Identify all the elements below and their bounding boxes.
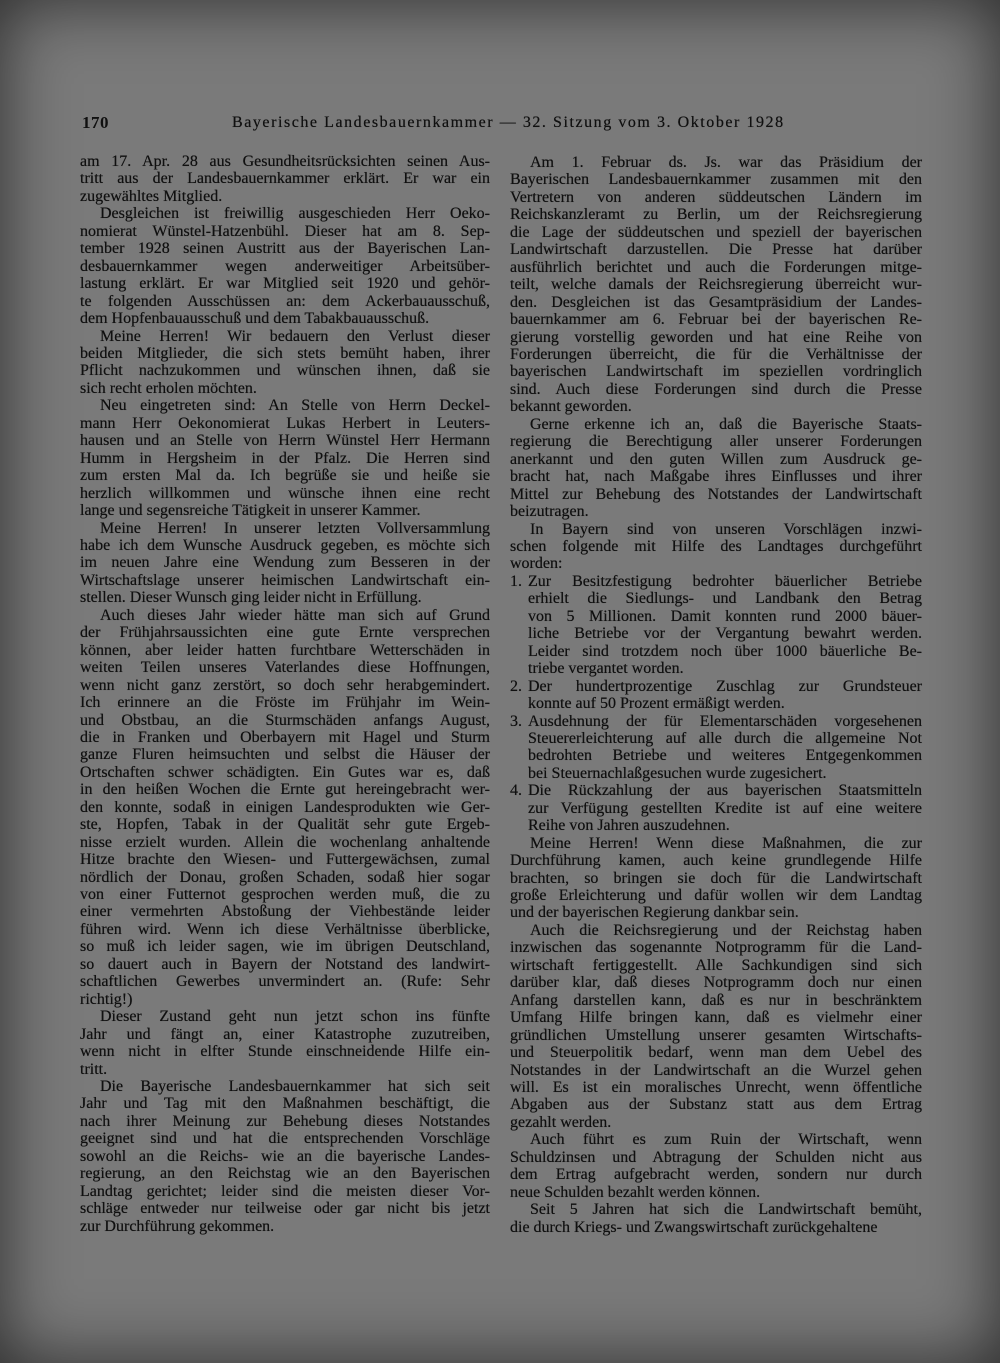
- text-line: mann Herr Oekonomierat Lukas Herbert in Leuters-: [80, 414, 490, 432]
- text-line: bauernkammer am 6. Februar bei der bayerischen Re-: [510, 311, 922, 329]
- text-line: gezahlt werden.: [510, 1113, 612, 1131]
- text-line: herzlich willkommen und wünsche ihnen eine recht: [80, 484, 490, 502]
- text-line: anerkannt und den guten Willen zum Ausdruck ge-: [510, 450, 922, 468]
- text-line: ausführlich berichtet und auch die Forderungen mitge-: [510, 258, 922, 276]
- text-line: schen folgende mit Hilfe des Landtages durchgeführt: [510, 537, 922, 555]
- text-line: Meine Herren! Wenn diese Maßnahmen, die zur: [530, 834, 922, 852]
- page-number: 170: [82, 113, 109, 132]
- list-item: [510, 573, 922, 678]
- text-line: Mittel zur Behebung des Notstandes der Landwirtschaft: [510, 485, 922, 503]
- text-line: richtig!): [80, 990, 133, 1008]
- text-line: Schuldzinsen und Abtragung der Schulden nicht aus: [510, 1148, 922, 1166]
- text-line: Vertretern von anderen süddeutschen Ländern im: [510, 188, 922, 206]
- text-line: sich recht erholen möchten.: [80, 379, 257, 397]
- text-line: Reihe von Jahren auszudehnen.: [528, 817, 730, 835]
- paragraph: [510, 922, 922, 1131]
- text-line: tember 1928 seinen Austritt aus der Bayerischen Lan-: [80, 240, 490, 258]
- text-line: ste, Hopfen, Tabak in der Qualität sehr gute Ergeb-: [80, 816, 490, 834]
- text-line: Meine Herren! In unserer letzten Vollversammlung: [100, 519, 490, 537]
- text-line: Zur Besitzfestigung bedrohter bäuerlicher Betriebe: [528, 572, 922, 590]
- text-line: will. Es ist ein moralisches Unrecht, wenn öffentliche: [510, 1079, 922, 1097]
- text-line: Ich erinnere an die Fröste im Frühjahr im Wein-: [80, 694, 490, 712]
- paragraph: [510, 1201, 922, 1236]
- paragraph: [80, 520, 490, 607]
- list-item-number: 2.: [510, 677, 522, 695]
- text-line: worden:: [510, 555, 563, 573]
- text-line: Seit 5 Jahren hat sich die Landwirtschaft bemüht,: [530, 1201, 922, 1219]
- text-line: wenn nicht ganz zerstört, so doch sehr herabgemindert.: [80, 676, 490, 694]
- paragraph: [510, 835, 922, 922]
- text-line: den. Desgleichen ist das Gesamtpräsidium der Landes-: [510, 293, 922, 311]
- text-line: sowohl an die Reichs- wie an die bayerische Landes-: [80, 1147, 490, 1165]
- text-line: desbauernkammer wegen anderweitiger Arbeitsüber-: [80, 257, 490, 275]
- text-line: sind. Auch diese Forderungen sind durch die Presse: [510, 380, 922, 398]
- paragraph: [510, 154, 922, 416]
- text-line: Pflicht nachzukommen und wünschen ihnen, daß sie: [80, 362, 490, 380]
- text-line: geeignet sind und hat die entsprechenden Vorschläge: [80, 1130, 490, 1148]
- text-line: einer vermehrten Abstoßung der Viehbestände leider: [80, 903, 490, 921]
- text-line: von einer Futternot gesprochen werden muß, die zu: [80, 886, 490, 904]
- list-item: [510, 678, 922, 713]
- text-line: schläge entweder nur teilweise oder gar nicht bis jetzt: [80, 1200, 490, 1218]
- text-line: Auch dieses Jahr wieder hätte man sich auf Grund: [100, 606, 490, 624]
- text-line: bayerischen Landwirtschaft im speziellen vordringlich: [510, 363, 922, 381]
- text-line: Meine Herren! Wir bedauern den Verlust dieser: [100, 327, 490, 345]
- list-item-number: 1.: [510, 572, 522, 590]
- left-column: [80, 153, 490, 1235]
- paragraph: [80, 1078, 490, 1235]
- text-line: Umfang Hilfe bringen kann, daß es vielmehr einer: [510, 1009, 922, 1027]
- text-line: beiden Mitglieder, die sich stets bemüht haben, ihrer: [80, 344, 490, 362]
- text-line: Humm in Hergsheim in der Pfalz. Die Herren sind: [80, 449, 490, 467]
- text-line: gründlichen Umstellung unserer gesamten Wirtschafts-: [510, 1026, 922, 1044]
- text-line: te folgenden Ausschüssen an: dem Ackerbauausschuß,: [80, 292, 490, 310]
- text-line: die in Franken und Oberbayern mit Hagel und Sturm: [80, 728, 490, 746]
- text-line: Neu eingetreten sind: An Stelle von Herrn Deckel-: [100, 397, 490, 415]
- text-line: Hitze brachte den Wiesen- und Futtergewächsen, zumal: [80, 851, 490, 869]
- text-line: Die Rückzahlung der aus bayerischen Staatsmitteln: [528, 782, 922, 800]
- text-line: Ortschaften schwer schädigten. Ein Gutes war es, daß: [80, 763, 490, 781]
- text-line: Leider sind trotzdem noch über 1000 bäuerliche Be-: [528, 642, 922, 660]
- text-line: und Steuerpolitik bedarf, wenn man dem Uebel des: [510, 1044, 922, 1062]
- text-line: hausen und an Stelle von Herrn Wünstel Herr Hermann: [80, 432, 490, 450]
- paragraph: [510, 416, 922, 521]
- text-line: die durch Kriegs- und Zwangswirtschaft zurückgehaltene: [510, 1218, 878, 1236]
- text-line: Abgaben aus der Substanz statt aus dem Ertrag: [510, 1096, 922, 1114]
- text-line: Dieser Zustand geht nun jetzt schon ins fünfte: [100, 1008, 490, 1026]
- text-line: inzwischen das sogenannte Notprogramm für die Land-: [510, 939, 922, 957]
- text-line: der Frühjahrsaussichten eine gute Ernte versprechen: [80, 624, 490, 642]
- text-line: In Bayern sind von unseren Vorschlägen inzwi-: [530, 520, 922, 538]
- paragraph: [510, 521, 922, 573]
- text-line: gierung vorstellig geworden und hat eine Reihe von: [510, 328, 922, 346]
- text-line: weiten Teilen unseres Vaterlandes diese Hoffnungen,: [80, 659, 490, 677]
- text-line: nomierat Wünstel-Hatzenbühl. Dieser hat am 8. Sep-: [80, 222, 490, 240]
- text-line: dem Hopfenbauausschuß und dem Tabakbauausschuß.: [80, 310, 430, 328]
- text-line: am 17. Apr. 28 aus Gesundheitsrücksichten seinen Aus-: [80, 153, 490, 170]
- text-line: Der hundertprozentige Zuschlag zur Grundsteuer: [528, 677, 922, 695]
- list-item-number: 4.: [510, 782, 522, 800]
- text-line: Jahr und fängt an, einer Katastrophe zuzutreiben,: [80, 1025, 490, 1043]
- text-line: lange und segensreiche Tätigkeit in unserer Kammer.: [80, 502, 421, 520]
- text-line: nördlich der Donau, großen Schaden, sodaß hier sogar: [80, 868, 490, 886]
- text-line: Gerne erkenne ich an, daß die Bayerische Staats-: [530, 415, 922, 433]
- text-line: ganze Fluren heimsuchten und selbst die Häuser der: [80, 746, 490, 764]
- text-line: regierung die Berechtigung aller unserer Forderungen: [510, 433, 922, 451]
- text-line: erhielt die Siedlungs- und Landbank den Betrag: [528, 590, 922, 608]
- text-line: große Erleichterung und dafür wollen wir dem Landtag: [510, 887, 922, 905]
- text-line: liche Betriebe vor der Vergantung bewahrt werden.: [528, 625, 922, 643]
- text-line: im neuen Jahre eine Wendung zum Besseren in der: [80, 554, 490, 572]
- text-line: Ausdehnung der für Elementarschäden vorgesehenen: [528, 712, 922, 730]
- text-line: habe ich dem Wunsche Ausdruck gegeben, es möchte sich: [80, 536, 490, 554]
- text-line: bracht hat, nach Maßgabe ihres Einflusses und ihrer: [510, 468, 922, 486]
- text-line: führen wird. Wenn ich diese Verhältnisse überblicke,: [80, 920, 490, 938]
- text-line: dem Ertrag aufgebracht werden, sondern nur durch: [510, 1166, 922, 1184]
- text-line: Am 1. Februar ds. Js. war das Präsidium der: [530, 154, 922, 171]
- text-line: Notstandes in der Landwirtschaft an die Wurzel gehen: [510, 1061, 922, 1079]
- text-line: brachten, so bringen sie doch für die Landwirtschaft: [510, 869, 922, 887]
- text-line: zugewähltes Mitglied.: [80, 187, 223, 205]
- list-item: [510, 713, 922, 783]
- paragraph: [80, 1008, 490, 1078]
- text-line: Jahr und Tag mit den Maßnahmen beschäftigt, die: [80, 1095, 490, 1113]
- text-line: und der bayerischen Regierung dankbar sein.: [510, 904, 799, 922]
- text-line: Durchführung kamen, auch keine grundlegende Hilfe: [510, 852, 922, 870]
- text-line: tritt aus der Landesbauernkammer erklärt. Er war ein: [80, 170, 490, 188]
- text-line: zur Verfügung gestellten Kredite ist auf eine weitere: [528, 799, 922, 817]
- text-line: Forderungen überreicht, die für die Verhältnisse der: [510, 345, 922, 363]
- paragraph: [80, 205, 490, 327]
- text-line: Landtag gerichtet; leider sind die meisten dieser Vor-: [80, 1182, 490, 1200]
- text-line: die Lage der süddeutschen und speziell der bayerischen: [510, 223, 922, 241]
- text-line: nach ihrer Meinung zur Behebung dieses Notstandes: [80, 1112, 490, 1130]
- text-line: und Obstbau, an die Sturmschäden anfangs August,: [80, 711, 490, 729]
- text-line: bedrohten Betriebe und weiteres Entgegenkommen: [528, 747, 922, 765]
- text-line: Landwirtschaft darzustellen. Die Presse hat darüber: [510, 241, 922, 259]
- text-line: Anfang darstellen kann, daß es nur in beschränktem: [510, 991, 922, 1009]
- text-line: zum ersten Mal da. Ich begrüße sie und heiße sie: [80, 467, 490, 485]
- text-line: darüber klar, daß dieses Notprogramm doch nur einen: [510, 974, 922, 992]
- text-line: so muß ich leider sagen, wie im übrigen Deutschland,: [80, 938, 490, 956]
- text-line: bekannt geworden.: [510, 398, 632, 416]
- running-title: Bayerische Landesbauernkammer — 32. Sitzung vom 3. Oktober 1928: [232, 114, 785, 131]
- text-line: tritt.: [80, 1060, 108, 1078]
- paragraph: [510, 1131, 922, 1201]
- text-line: triebe vergantet worden.: [528, 660, 684, 678]
- text-line: regierung, an den Reichstag wie an den Bayerischen: [80, 1165, 490, 1183]
- text-line: nisse erzielt wurden. Allein die wochenlang anhaltende: [80, 833, 490, 851]
- text-line: neue Schulden bezahlt werden können.: [510, 1183, 761, 1201]
- paragraph: [80, 607, 490, 1008]
- text-line: den konnte, sodaß in einigen Landesprodukten wie Ger-: [80, 798, 490, 816]
- text-line: Desgleichen ist freiwillig ausgeschieden Herr Oeko-: [100, 205, 490, 223]
- text-line: bei Steuernachlaßgesuchen wurde zugesichert.: [528, 764, 827, 782]
- text-line: Reichskanzleramt zu Berlin, um der Reichsregierung: [510, 206, 922, 224]
- text-line: Steuererleichterung auf alle durch die allgemeine Not: [528, 729, 922, 747]
- text-line: so dauert auch in Bayern der Notstand des landwirt-: [80, 955, 490, 973]
- list-item: [510, 782, 922, 834]
- text-line: stellen. Dieser Wunsch ging leider nicht in Erfüllung.: [80, 589, 422, 607]
- text-line: konnte auf 50 Prozent ermäßigt werden.: [528, 695, 785, 713]
- paragraph: [80, 153, 490, 205]
- text-line: schaftlichen Gewerbes unvermindert an. (Rufe: Sehr: [80, 973, 490, 991]
- text-line: in den heißen Wochen die Ernte gut hereingebracht wer-: [80, 781, 490, 799]
- text-line: Auch die Reichsregierung und der Reichstag haben: [530, 921, 922, 939]
- text-line: Die Bayerische Landesbauernkammer hat sich seit: [100, 1078, 490, 1096]
- text-line: lastung erklärt. Er war Mitglied seit 1920 und gehör-: [80, 275, 490, 293]
- paragraph: [80, 397, 490, 519]
- text-line: wenn nicht in elfter Stunde einschneidende Hilfe ein-: [80, 1043, 490, 1061]
- text-line: wirtschaft fertiggestellt. Alle Sachkundigen sind sich: [510, 956, 922, 974]
- text-line: teilt, welche damals der Reichsregierung überreicht wur-: [510, 276, 922, 294]
- right-column: [510, 154, 922, 1236]
- text-line: von 5 Millionen. Damit konnten rund 2000 bäuer-: [528, 607, 922, 625]
- text-line: Bayerischen Landesbauernkammer zusammen mit den: [510, 171, 922, 189]
- text-line: beizutragen.: [510, 503, 589, 521]
- list-item-number: 3.: [510, 712, 522, 730]
- paragraph: [80, 328, 490, 398]
- text-line: können, aber leider hatten furchtbare Wetterschäden in: [80, 641, 490, 659]
- text-line: Wirtschaftslage unserer heimischen Landwirtschaft ein-: [80, 571, 490, 589]
- text-line: Auch führt es zum Ruin der Wirtschaft, wenn: [530, 1131, 922, 1149]
- text-line: zur Durchführung gekommen.: [80, 1217, 275, 1235]
